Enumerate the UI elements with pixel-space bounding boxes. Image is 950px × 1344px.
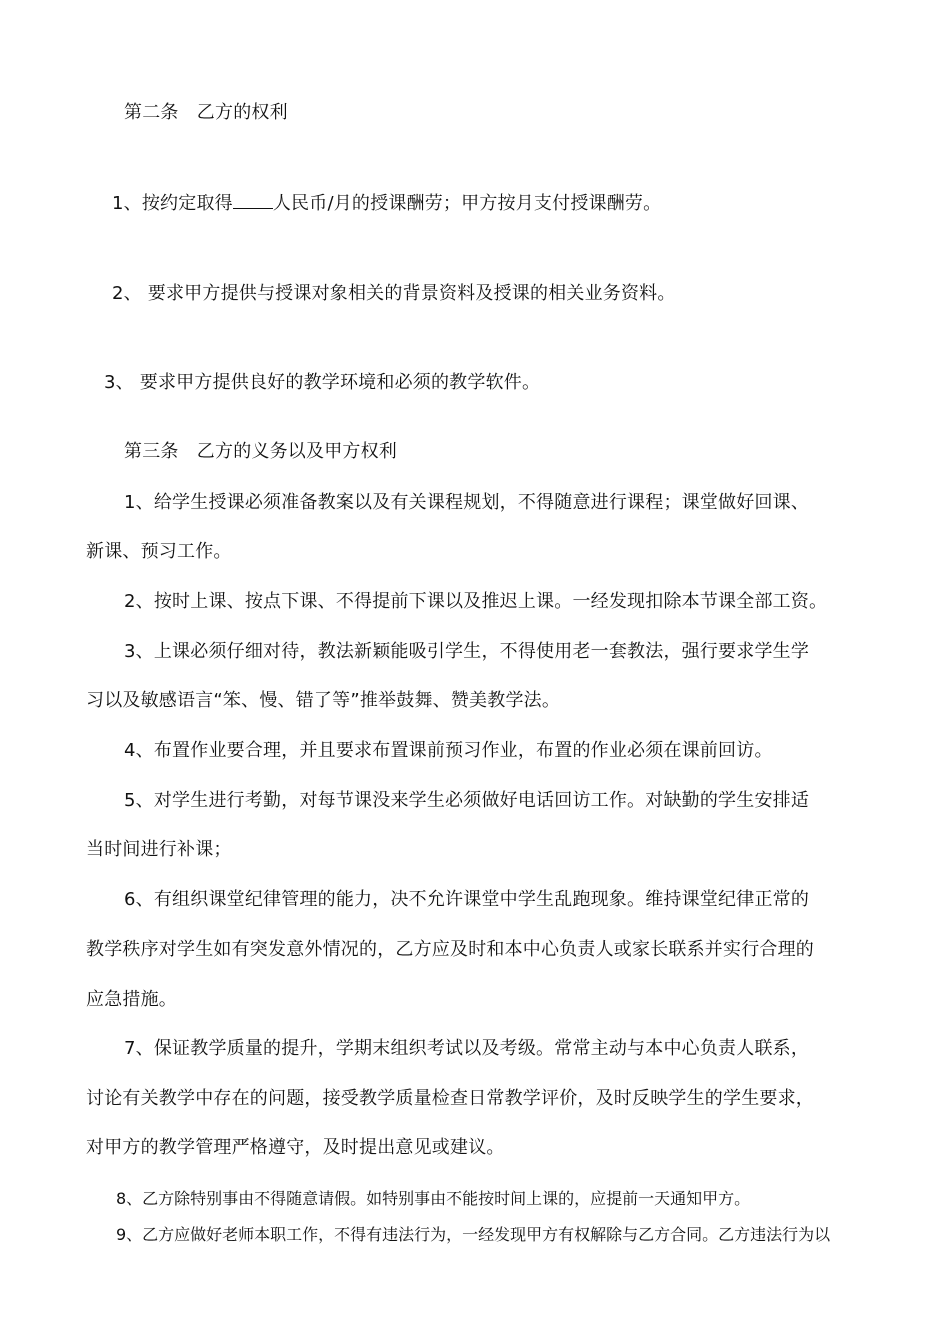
article-3-item-2-line-1: 2、按时上课、按点下课、不得提前下课以及推迟上课。一经发现扣除本节课全部工资。 [124,591,828,612]
article-3-item-6-line-1: 6、有组织课堂纪律管理的能力，决不允许课堂中学生乱跑现象。维持课堂纪律正常的 [124,889,810,910]
article-2-item-2: 2、 要求甲方提供与授课对象相关的背景资料及授课的相关业务资料。 [112,283,676,304]
article-3-item-5-line-1: 5、对学生进行考勤，对每节课没来学生必须做好电话回访工作。对缺勤的学生安排适 [124,790,810,811]
article-3-item-3-line-2: 习以及敏感语言“笨、慢、错了等”推举鼓舞、赞美教学法。 [86,690,561,711]
article-3-item-3-line-1: 3、上课必须仔细对待，教法新颖能吸引学生，不得使用老一套教法，强行要求学生学 [124,641,810,662]
article-3-item-9-line-1: 9、乙方应做好老师本职工作，不得有违法行为，一经发现甲方有权解除与乙方合同。乙方违法行为以 [116,1225,831,1244]
article-3-heading: 第三条 乙方的义务以及甲方权利 [124,441,397,462]
item-1-text-after: 人民币/月的授课酬劳；甲方按月支付授课酬劳。 [272,193,662,214]
article-3-item-1-line-2: 新课、预习工作。 [86,541,232,562]
article-3-item-6-line-2: 教学秩序对学生如有突发意外情况的，乙方应及时和本中心负责人或家长联系并实行合理的 [86,939,814,960]
article-3-item-7-line-1: 7、保证教学质量的提升，学期末组织考试以及考级。常常主动与本中心负责人联系， [124,1038,810,1059]
article-3-item-4-line-1: 4、布置作业要合理，并且要求布置课前预习作业，布置的作业必须在课前回访。 [124,740,773,761]
article-2-heading: 第二条 乙方的权利 [124,102,288,123]
article-2-item-1 [112,192,661,216]
article-3-item-7-line-2: 讨论有关教学中存在的问题，接受教学质量检查日常教学评价，及时反映学生的学生要求， [86,1088,814,1109]
article-3-item-1-line-1: 1、给学生授课必须准备教案以及有关课程规划，不得随意进行课程；课堂做好回课、 [124,492,810,513]
article-3-item-6-line-3: 应急措施。 [86,989,177,1010]
item-1-text-before: 1、按约定取得 [112,193,233,214]
fill-in-blank [233,193,273,209]
article-3-item-7-line-3: 对甲方的教学管理严格遵守，及时提出意见或建议。 [86,1137,505,1158]
article-2-item-3: 3、 要求甲方提供良好的教学环境和必须的教学软件。 [104,372,541,393]
article-3-item-5-line-2: 当时间进行补课； [86,839,232,860]
article-3-item-8-line-1: 8、乙方除特别事由不得随意请假。如特别事由不能按时间上课的，应提前一天通知甲方。 [116,1189,751,1208]
